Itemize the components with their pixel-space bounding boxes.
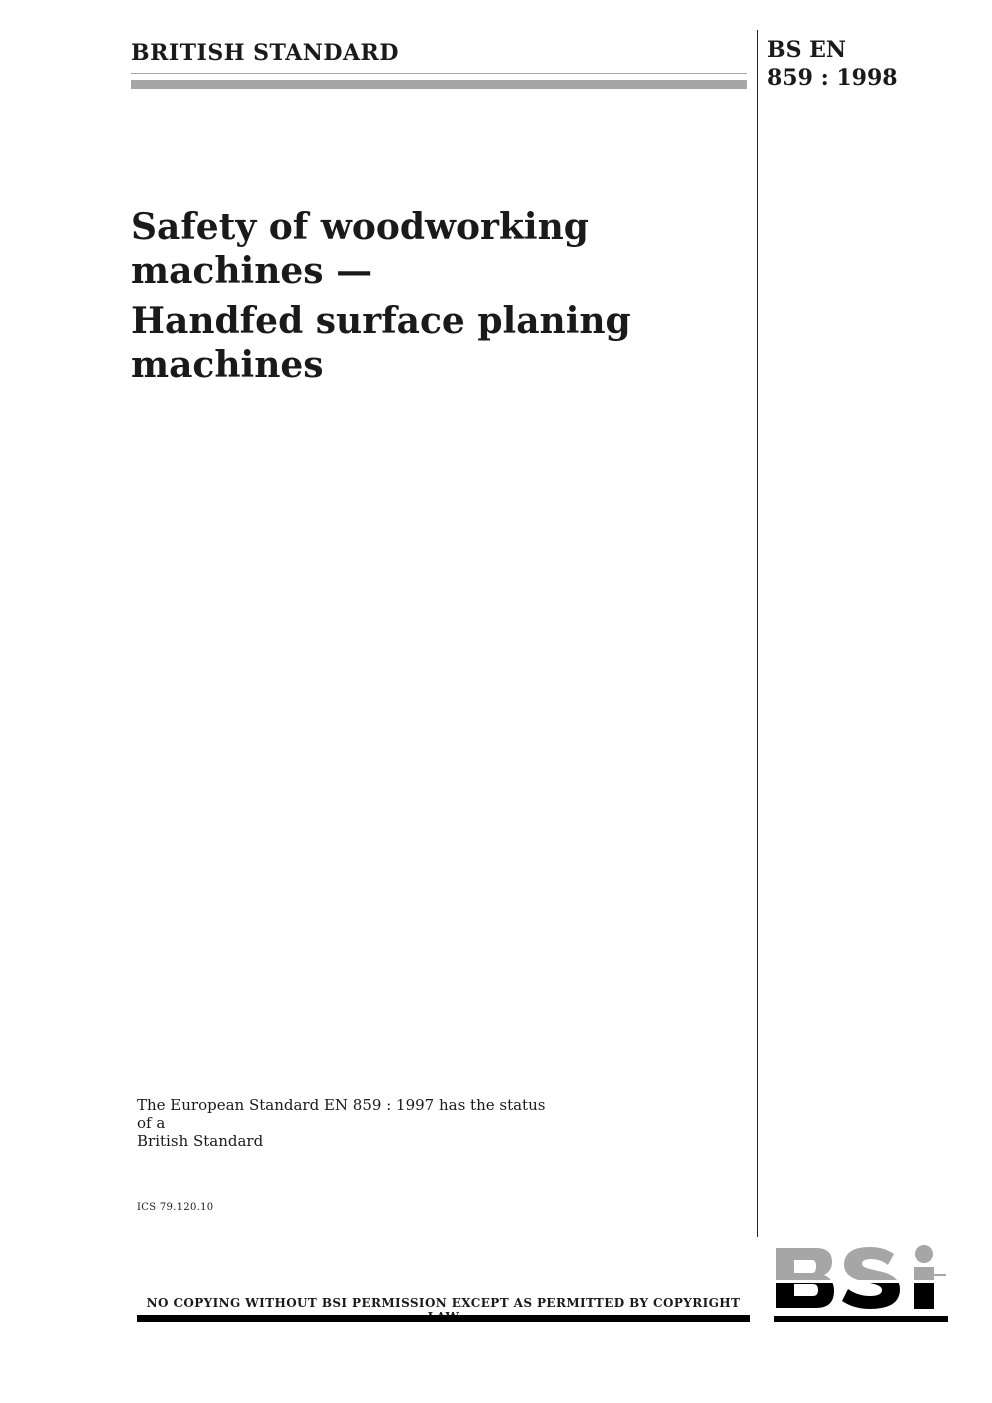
- title-line-4: machines: [131, 344, 324, 386]
- bsi-logo: [774, 1244, 948, 1324]
- status-note: [137, 1096, 557, 1150]
- standard-number-line1: BS EN: [767, 37, 847, 63]
- title-line-2: machines —: [131, 250, 373, 292]
- vertical-divider: [757, 30, 758, 1237]
- title-line-1: Safety of woodworking: [131, 206, 589, 248]
- standard-number: [767, 36, 898, 92]
- title-line-3: Handfed surface planing: [131, 300, 631, 342]
- document-title: [131, 205, 731, 387]
- standard-number-line2: 859 : 1998: [767, 65, 898, 91]
- footer-black-rule: [137, 1315, 750, 1322]
- copyright-notice: NO COPYING WITHOUT BSI PERMISSION EXCEPT AS PERMITTED BY COPYRIGHT: [146, 1296, 741, 1310]
- status-note-line2: British Standard: [137, 1132, 264, 1150]
- ics-code: ICS 79.120.10: [137, 1202, 214, 1213]
- bsi-logo-graphic: [774, 1244, 948, 1324]
- header-thin-rule: [131, 73, 747, 74]
- status-note-line1: The European Standard EN 859 : 1997 has the status of a: [137, 1096, 546, 1132]
- document-type-label: BRITISH STANDARD: [131, 40, 399, 66]
- header-grey-rule: [131, 80, 747, 89]
